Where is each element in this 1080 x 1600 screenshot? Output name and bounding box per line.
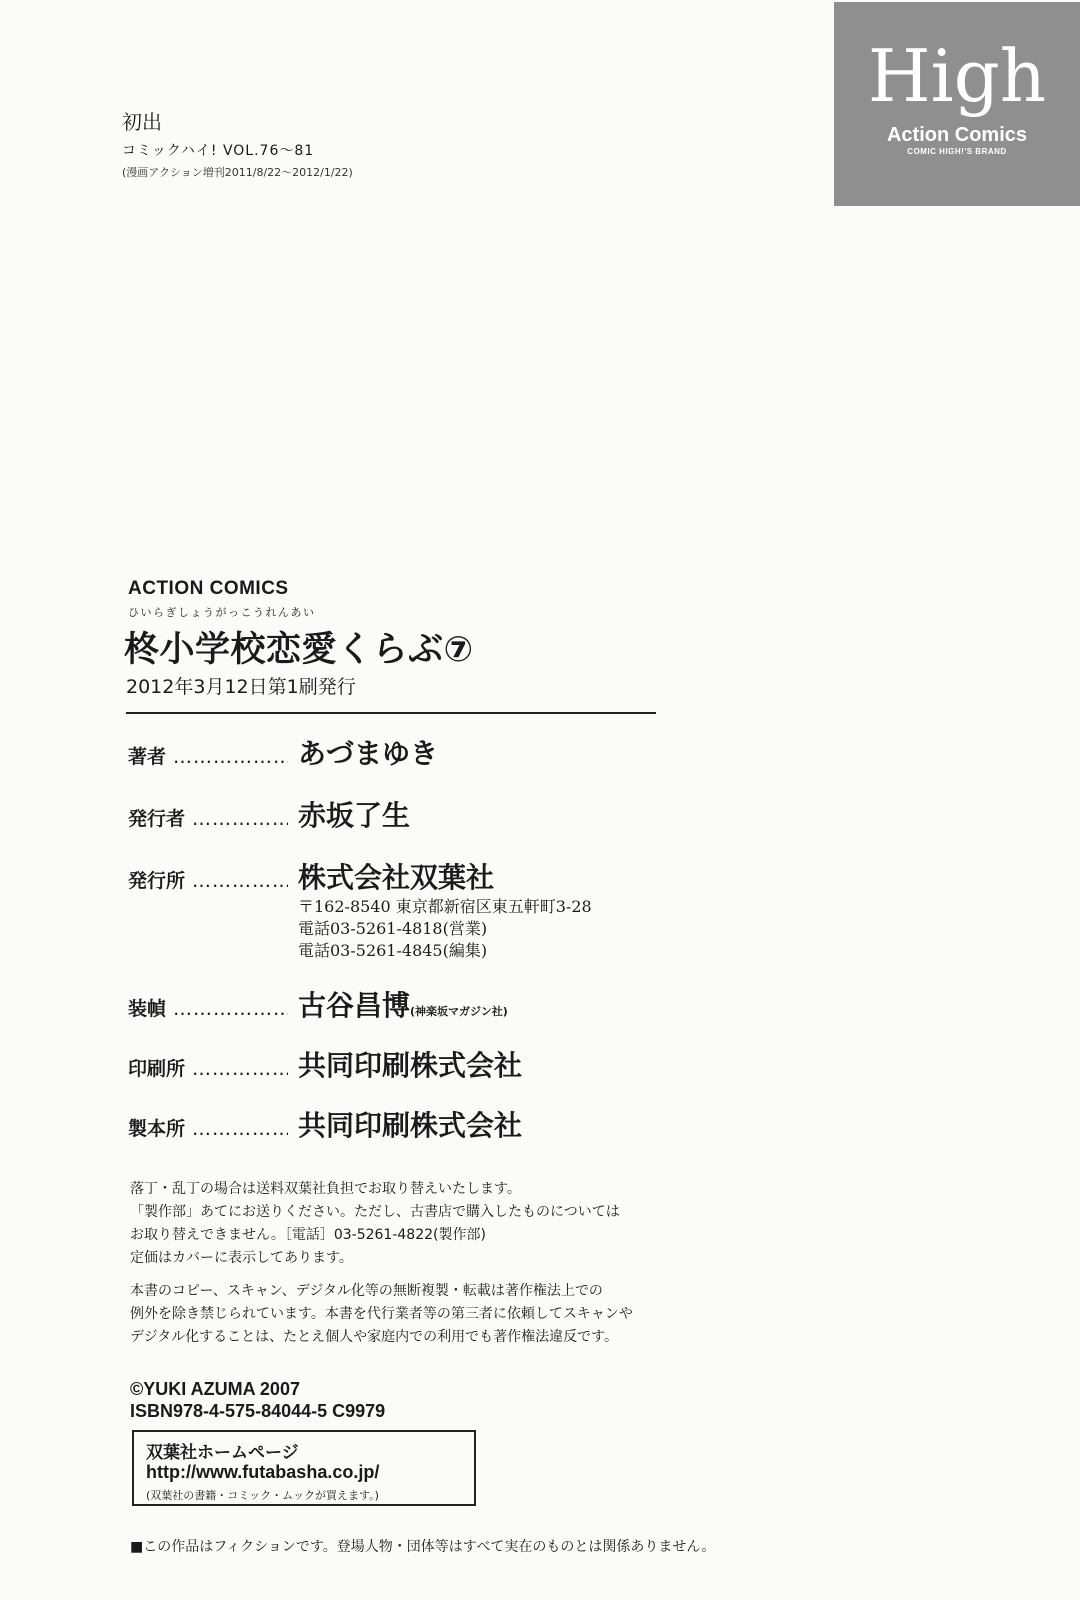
notice-line: デジタル化することは、たとえ個人や家庭内での利用でも著作権法違反です。	[130, 1329, 619, 1345]
title-ruby: ひいらぎしょうがっこうれんあい	[128, 606, 316, 619]
logo-high-text: High	[867, 34, 1047, 118]
book-title: 柊小学校恋愛くらぶ⑦	[124, 630, 474, 670]
first-appearance-magazine: コミックハイ! VOL.76〜81	[122, 143, 315, 159]
credit-publishing-house-value: 株式会社双葉社	[298, 861, 495, 894]
credit-publishing-house-label: 発行所 ………………………………	[128, 866, 288, 893]
publication-date: 2012年3月12日第1刷発行	[126, 676, 356, 698]
credit-publisher-value: 赤坂了生	[298, 799, 411, 832]
logo-brand-text: COMIC HIGH!'S BRAND	[907, 147, 1007, 156]
divider-rule	[126, 712, 656, 714]
homepage-note: (双葉社の書籍・コミック・ムックが買えます。)	[146, 1489, 379, 1502]
notice-line: 例外を除き禁じられています。本書を代行業者等の第三者に依頼してスキャンや	[130, 1306, 633, 1322]
fiction-disclaimer: ■この作品はフィクションです。登場人物・団体等はすべて実在のものとは関係ありません。	[130, 1539, 716, 1555]
logo-action-comics-text: Action Comics	[886, 124, 1028, 146]
homepage-url: http://www.futabasha.co.jp/	[146, 1462, 380, 1482]
isbn-line: ISBN978-4-575-84044-5 C9979	[130, 1401, 386, 1421]
high-action-comics-logo	[834, 2, 1080, 206]
credit-printer-value: 共同印刷株式会社	[298, 1049, 523, 1082]
credit-design-note: (神楽坂マガジン社)	[410, 1005, 508, 1018]
homepage-title: 双葉社ホームページ	[146, 1443, 299, 1463]
credit-author-value: あづまゆき	[298, 737, 439, 770]
notice-line: 定価はカバーに表示してあります。	[130, 1250, 353, 1266]
credit-binder-label: 製本所 ………………………………	[128, 1114, 288, 1141]
publisher-address: 〒162-8540 東京都新宿区東五軒町3-28	[298, 897, 592, 916]
notice-line: 「製作部」あてにお送りください。ただし、古書店で購入したものについては	[130, 1204, 620, 1220]
homepage-box	[132, 1430, 476, 1506]
credit-binder-value: 共同印刷株式会社	[298, 1109, 523, 1142]
notice-line: 落丁・乱丁の場合は送料双葉社負担でお取り替えいたします。	[130, 1181, 521, 1197]
first-appearance-dates: (漫画アクション増刊2011/8/22〜2012/1/22)	[122, 166, 353, 179]
credit-design-name: 古谷昌博	[298, 989, 411, 1022]
credit-publisher-label: 発行者 ………………………………	[128, 804, 288, 831]
publisher-tel-sales: 電話03-5261-4818(営業)	[298, 919, 488, 938]
publisher-tel-edit: 電話03-5261-4845(編集)	[298, 941, 488, 960]
credit-design-value	[298, 984, 508, 1024]
credit-design-label: 装幀 ………………………………	[128, 994, 288, 1021]
replacement-notice	[130, 1178, 620, 1270]
copyright-notice	[130, 1280, 633, 1349]
first-appearance-label: 初出	[122, 110, 162, 134]
notice-line: お取り替えできません。［電話］03-5261-4822(製作部)	[130, 1227, 486, 1243]
credit-printer-label: 印刷所 ………………………………	[128, 1054, 288, 1081]
copyright-block	[130, 1378, 385, 1422]
notice-line: 本書のコピー、スキャン、デジタル化等の無断複製・転載は著作権法上での	[130, 1283, 603, 1299]
series-name: ACTION COMICS	[128, 578, 289, 599]
copyright-line: ©YUKI AZUMA 2007	[130, 1379, 300, 1399]
credit-author-label: 著者 ………………………………	[128, 742, 288, 769]
